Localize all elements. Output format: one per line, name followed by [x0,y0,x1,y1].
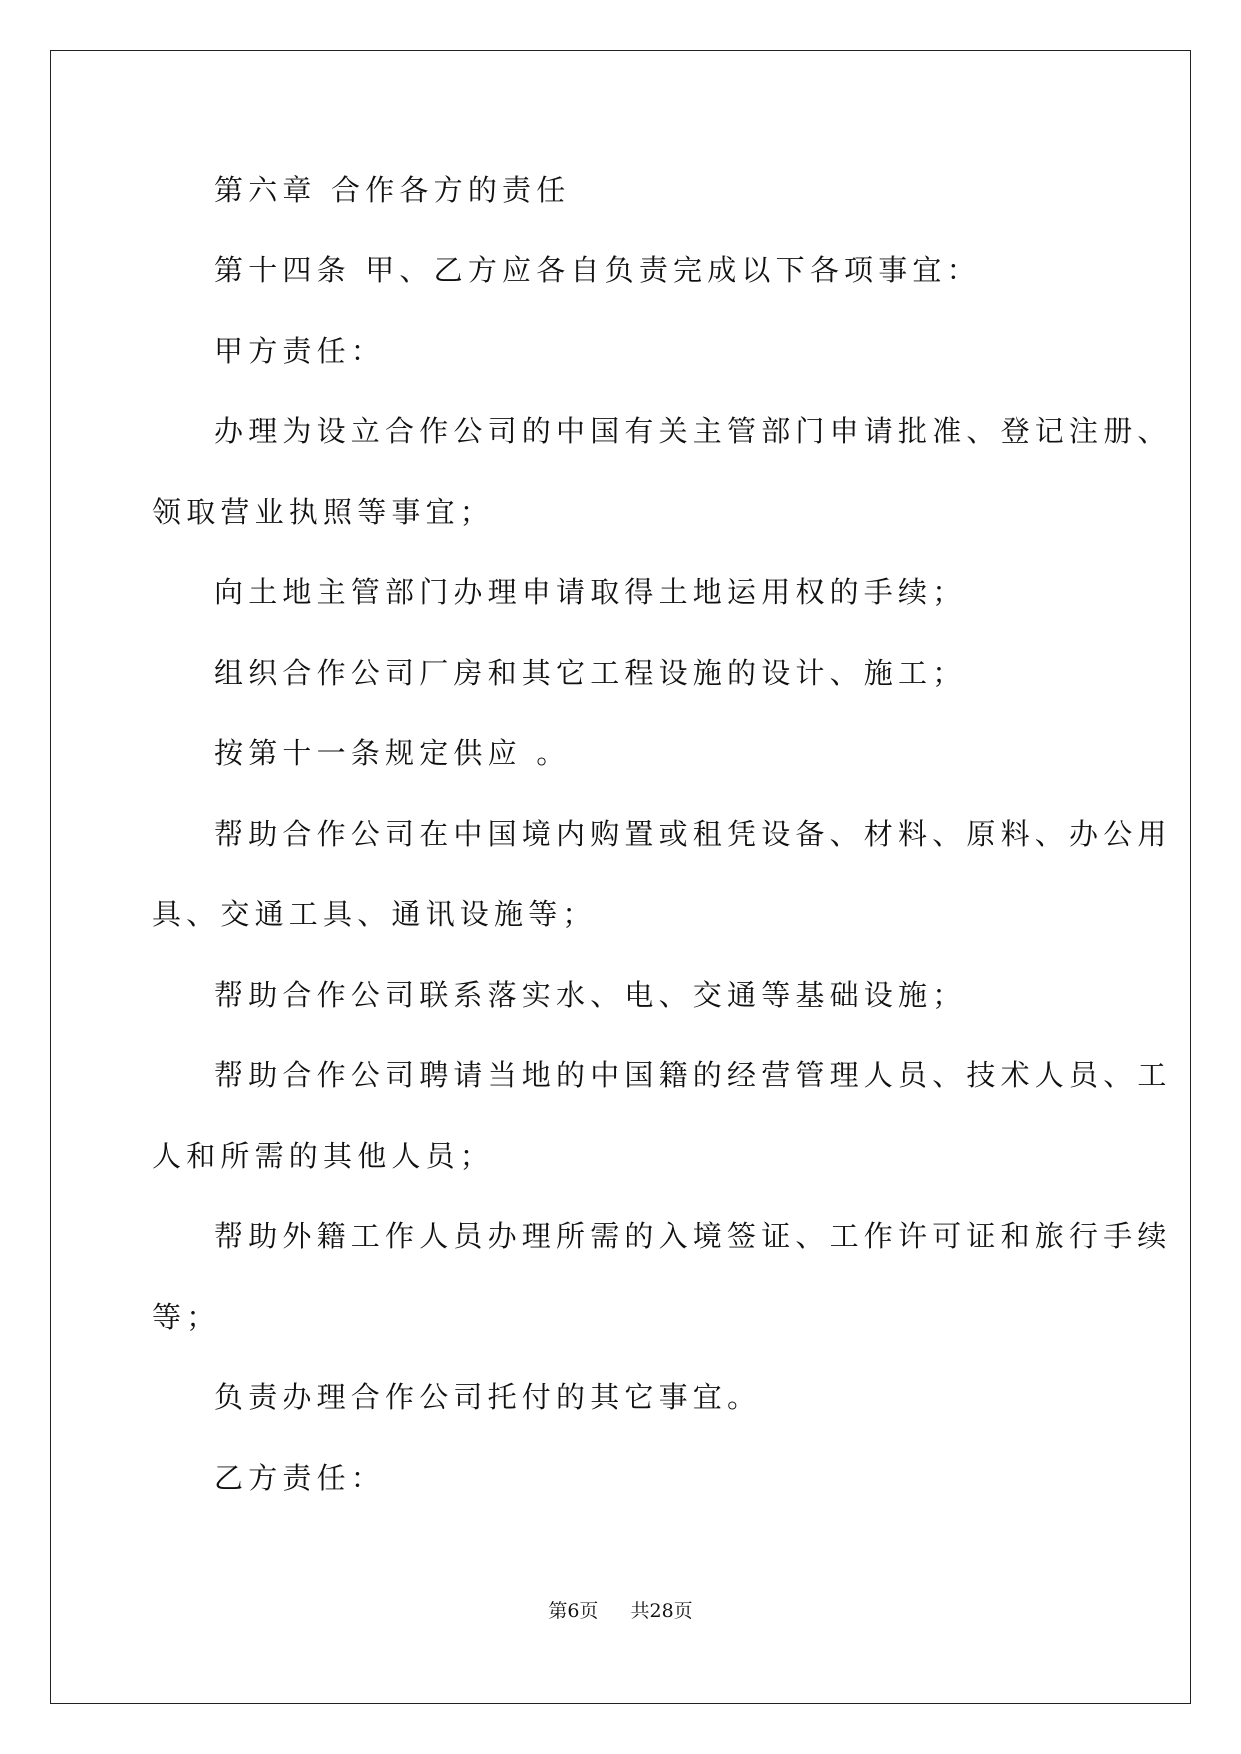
body-line: 等； [152,1300,221,1334]
body-line: 组织合作公司厂房和其它工程设施的设计、施工； [214,656,967,690]
body-line: 向土地主管部门办理申请取得土地运用权的手续； [214,575,967,609]
body-line: 按第十一条规定供应 。 [214,736,571,770]
body-line: 负责办理合作公司托付的其它事宜。 [214,1380,762,1414]
body-line: 领取营业执照等事宜； [152,495,495,529]
body-line: 帮助合作公司聘请当地的中国籍的经营管理人员、技术人员、工 [214,1058,1172,1092]
article-heading: 第十四条 甲、乙方应各自负责完成以下各项事宜： [214,253,981,287]
page-footer [0,1596,1241,1623]
body-line: 帮助合作公司在中国境内购置或租凭设备、材料、原料、办公用 [214,817,1172,851]
body-line: 人和所需的其他人员； [152,1139,495,1173]
body-line: 办理为设立合作公司的中国有关主管部门申请批准、登记注册、 [214,414,1172,448]
page-total: 共28页 [630,1600,693,1622]
page-border [50,50,1191,1704]
body-line: 帮助外籍工作人员办理所需的入境签证、工作许可证和旅行手续 [214,1219,1172,1253]
party-b-heading: 乙方责任： [214,1461,386,1495]
party-a-heading: 甲方责任： [214,334,386,368]
chapter-heading: 第六章 合作各方的责任 [214,173,571,207]
page-number: 第6页 [548,1600,599,1622]
body-line: 帮助合作公司联系落实水、电、交通等基础设施； [214,978,967,1012]
body-line: 具、交通工具、通讯设施等； [152,897,597,931]
